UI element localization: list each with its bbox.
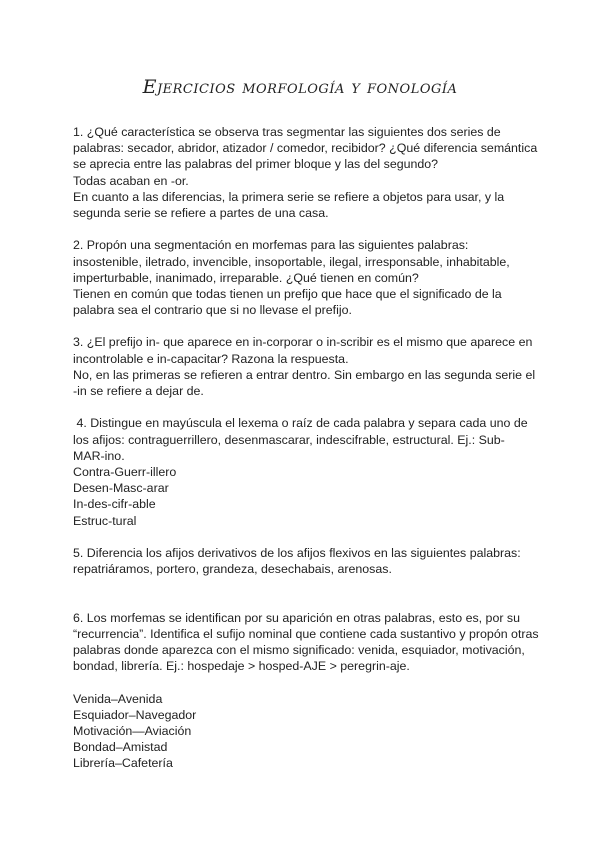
spacer: [73, 577, 543, 609]
answer-line: -in se refiere a dejar de.: [73, 384, 204, 398]
text-line: los afijos: contraguerrillero, desenmascarar, indescifrable, estructural. Ej.: Sub-: [73, 432, 505, 447]
answer-line: Librería–Cafetería: [73, 756, 173, 771]
exercise-5: [73, 545, 543, 577]
text-line: se aprecia entre las palabras del primer bloque y las del segundo?: [73, 157, 439, 172]
document-title: Ejercicios morfología y fonología: [142, 76, 458, 98]
answer-line: Venida–Avenida: [73, 691, 163, 706]
text-line: 1. ¿Qué característica se observa tras segmentar las siguientes dos series de: [73, 125, 501, 139]
answer-line: Bondad–Amistad: [73, 740, 168, 755]
text-line: 5. Diferencia los afijos derivativos de los afijos flexivos en las siguientes palabras:: [73, 545, 521, 560]
spacer: [73, 318, 543, 334]
exercise-3: [73, 334, 543, 399]
spacer: [73, 399, 543, 415]
answer-line: Desen-Masc-arar: [73, 481, 169, 496]
answer-line: Todas acaban en -or.: [73, 173, 189, 188]
exercise-2: [73, 237, 543, 318]
text-line: 2. Propón una segmentación en morfemas para las siguientes palabras:: [73, 238, 469, 253]
exercise-4: [73, 415, 543, 528]
exercise-1: [73, 124, 543, 221]
spacer: [73, 221, 543, 237]
answer-line: Esquiador–Navegador: [73, 707, 197, 722]
text-line: bondad, librería. Ej.: hospedaje > hosped-AJE > peregrin-aje.: [73, 659, 410, 674]
text-line: repatriáramos, portero, grandeza, desechabais, arenosas.: [73, 562, 392, 577]
exercise-6: [73, 610, 543, 675]
answer-line: Motivación—Aviación: [73, 723, 192, 738]
answer-line: Tienen en común que todas tienen un prefijo que hace que el significado de la: [73, 286, 502, 301]
answer-line: Contra-Guerr-illero: [73, 464, 177, 479]
answer-line: palabra sea el contrario que si no llevase el prefijo.: [73, 303, 352, 318]
text-line: imperturbable, inanimado, irreparable. ¿Qué tienen en común?: [73, 270, 419, 285]
text-line: palabras donde aparezca con el mismo significado: venida, esquiador, motivación,: [73, 643, 525, 658]
answer-line: No, en las primeras se refieren a entrar dentro. Sin embargo en las segunda serie el: [73, 367, 536, 382]
answer-line: In-des-cifr-able: [73, 497, 156, 512]
text-line: insostenible, iletrado, invencible, insoportable, ilegal, irresponsable, inhabitable,: [73, 254, 510, 269]
answer-line: En cuanto a las diferencias, la primera serie se refiere a objetos para usar, y la: [73, 189, 505, 204]
text-line: “recurrencia”. Identifica el sufijo nominal que contiene cada sustantivo y propón otras: [73, 626, 539, 641]
answer-line: Estruc-tural: [73, 513, 137, 528]
text-line: palabras: secador, abridor, atizador / comedor, recibidor? ¿Qué diferencia semántica: [73, 141, 538, 156]
text-line: 4. Distingue en mayúscula el lexema o raíz de cada palabra y separa cada uno de: [73, 416, 528, 431]
text-line: 3. ¿El prefijo in- que aparece en in-corporar o in-scribir es el mismo que aparece en: [73, 335, 533, 350]
text-line: MAR-ino.: [73, 448, 125, 463]
text-line: incontrolable e in-capacitar? Razona la respuesta.: [73, 351, 349, 366]
document-body: [73, 124, 543, 772]
spacer: [73, 529, 543, 545]
answer-line: segunda serie se refiere a partes de una casa.: [73, 205, 329, 220]
spacer: [73, 674, 543, 690]
text-line: 6. Los morfemas se identifican por su aparición en otras palabras, esto es, por su: [73, 610, 520, 625]
exercise-6-answers: [73, 691, 543, 772]
